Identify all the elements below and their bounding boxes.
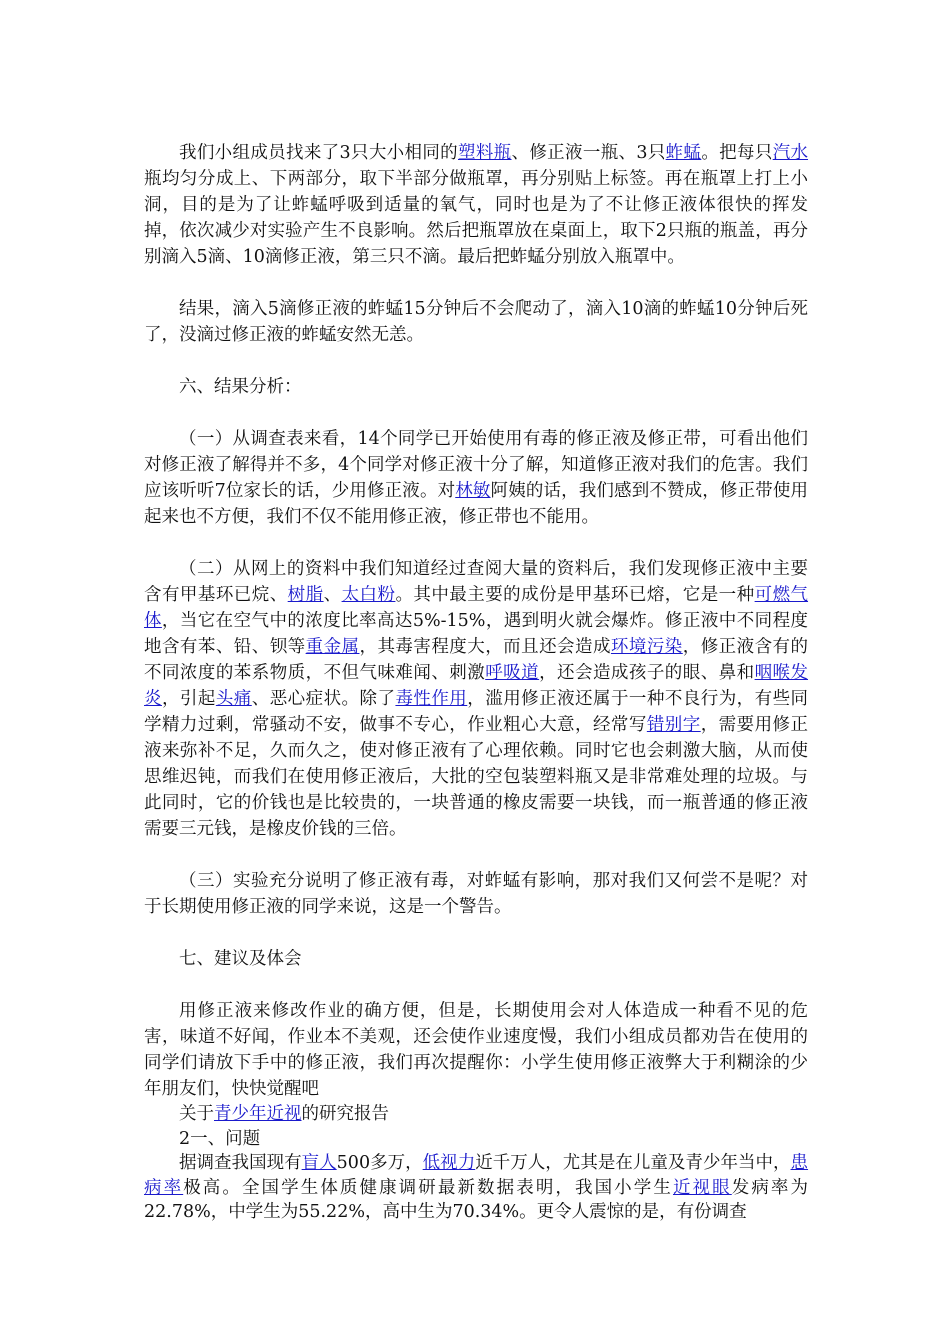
- text: 的研究报告: [301, 1104, 389, 1124]
- link-heavy-metal[interactable]: 重金属: [305, 637, 360, 657]
- section-heading-problem: 2一、问题: [179, 1128, 261, 1149]
- text: 瓶均匀分成上、下两部分，取下半部分做瓶罩，再分别贴上标签。再在瓶罩上打上小洞，目的是为了让蚱蜢呼吸到适量的氧气，同时也是为了不让修正液体很快的挥发掉，依次减少对实验产生不良影响。然后把瓶罩放在桌面上，取下2只瓶的瓶盖，再分别滴入5滴、10滴修正液，第三只不滴。最后把蚱蜢分别放入瓶罩中。: [144, 169, 808, 267]
- text: 关于: [179, 1104, 214, 1124]
- paragraph-analysis-3: （三）实验充分说明了修正液有毒，对蚱蜢有影响，那对我们又何尝不是呢？对于长期使用修正液的同学来说，这是一个警告。: [144, 871, 808, 917]
- paragraph-analysis-2: [144, 556, 808, 842]
- paragraph-suggestions: 用修正液来修改作业的确方便，但是，长期使用会对人体造成一种看不见的危害，味道不好闻，作业本不美观，还会使作业速度慢，我们小组成员都劝告在使用的同学们请放下手中的修正液，我们再次提醒你：小学生使用修正液弊大于利糊涂的少年朋友们，快快觉醒吧: [144, 1001, 808, 1099]
- link-grasshopper[interactable]: 蚱蜢: [665, 143, 702, 163]
- link-blind[interactable]: 盲人: [301, 1153, 337, 1173]
- document-body: [144, 140, 808, 1225]
- link-resin[interactable]: 树脂: [287, 585, 324, 605]
- text: 发病率为22.78%，中学生为55.22%，高中生为70.34%。更令人震惊的是，有份调查: [144, 1177, 809, 1222]
- link-plastic-bottle[interactable]: 塑料瓶: [458, 143, 512, 163]
- report-title-line: [144, 1102, 808, 1127]
- text: ，还会造成孩子的眼、鼻和: [539, 663, 755, 683]
- text: ，滥用修正液还属于一种不良行为，有些同学精力过剩，常骚动不安，做事不专心，作业粗心大意，经常写: [144, 689, 809, 735]
- text: 。其中最主要的成份是甲基环已熔，它是一种: [395, 585, 755, 605]
- link-pollution[interactable]: 环境污染: [610, 637, 683, 657]
- paragraph-experiment: [144, 140, 808, 270]
- text: 、修正液一瓶、3只: [511, 143, 666, 163]
- link-pharyngitis[interactable]: 咽喉发炎: [144, 663, 809, 709]
- text: 据调查我国现有: [179, 1153, 302, 1173]
- text: 阿姨的话，我们感到不赞成，修正带使用起来也不方便，我们不仅不能用修正液，修正带也不能用。: [144, 481, 809, 527]
- text: ，其毒害程度大，而且还会造成: [359, 637, 611, 657]
- text: 。把每只: [701, 143, 773, 163]
- section-heading-suggestions: 七、建议及体会: [179, 949, 302, 969]
- text: 极高。全国学生体质健康调研最新数据表明，我国小学生: [183, 1177, 673, 1198]
- text: ，需要用修正液来弥补不足，久而久之，使对修正液有了心理依赖。同时它也会刺激大脑，从而使思维迟钝，而我们在使用修正液后，大批的空包装塑料瓶又是非常难处理的垃圾。与此同时，它的价钱也是比较贵的，一块普通的橡皮需要一块钱，而一瓶普通的修正液需要三元钱，是橡皮价钱的三倍。: [144, 715, 809, 839]
- link-toxicity[interactable]: 毒性作用: [395, 689, 468, 709]
- link-prevalence[interactable]: 患病率: [144, 1153, 809, 1198]
- text: 、恶心症状。除了: [251, 689, 396, 709]
- text: （一）从调查表来看，14个同学已开始使用有毒的修正液及修正带，可看出他们对修正液了解得并不多，4个同学对修正液十分了解，知道修正液对我们的危害。我们应该听听7位家长的话，少用修正液。对: [144, 429, 808, 501]
- link-headache[interactable]: 头痛: [215, 689, 252, 709]
- link-respiratory[interactable]: 呼吸道: [485, 663, 540, 683]
- text: （二）从网上的资料中我们知道经过查阅大量的资料后，我们发现修正液中主要含有甲基环已烷、: [144, 559, 808, 605]
- paragraph-result: 结果，滴入5滴修正液的蚱蜢15分钟后不会爬动了，滴入10滴的蚱蜢10分钟后死了，没滴过修正液的蚱蜢安然无恙。: [144, 299, 808, 345]
- text: ，引起: [161, 689, 216, 709]
- link-soda[interactable]: 汽水: [772, 143, 809, 163]
- link-lin-min[interactable]: 林敏: [455, 481, 491, 501]
- text: 、: [323, 585, 342, 605]
- paragraph-survey: [144, 1151, 808, 1225]
- text: 我们小组成员找来了3只大小相同的: [179, 143, 458, 163]
- paragraph-analysis-1: [144, 426, 808, 530]
- text: ，当它在空气中的浓度比率高达5%-15%，遇到明火就会爆炸。修正液中不同程度地含有苯、铅、钡等: [144, 611, 808, 657]
- text: ，修正液含有的不同浓度的苯系物质，不但气味难闻、刺激: [144, 637, 809, 683]
- text: 近千万人，尤其是在儿童及青少年当中，: [475, 1153, 791, 1173]
- link-youth-myopia[interactable]: 青少年近视: [214, 1104, 302, 1124]
- link-myopia[interactable]: 近视眼: [672, 1177, 732, 1198]
- link-starch[interactable]: 太白粉: [341, 585, 396, 605]
- link-flammable-gas[interactable]: 可燃气体: [144, 585, 809, 631]
- link-typo[interactable]: 错别字: [646, 715, 701, 735]
- section-heading-analysis: 六、结果分析：: [179, 377, 302, 397]
- link-low-vision[interactable]: 低视力: [422, 1153, 476, 1173]
- text: 500多万，: [336, 1153, 423, 1173]
